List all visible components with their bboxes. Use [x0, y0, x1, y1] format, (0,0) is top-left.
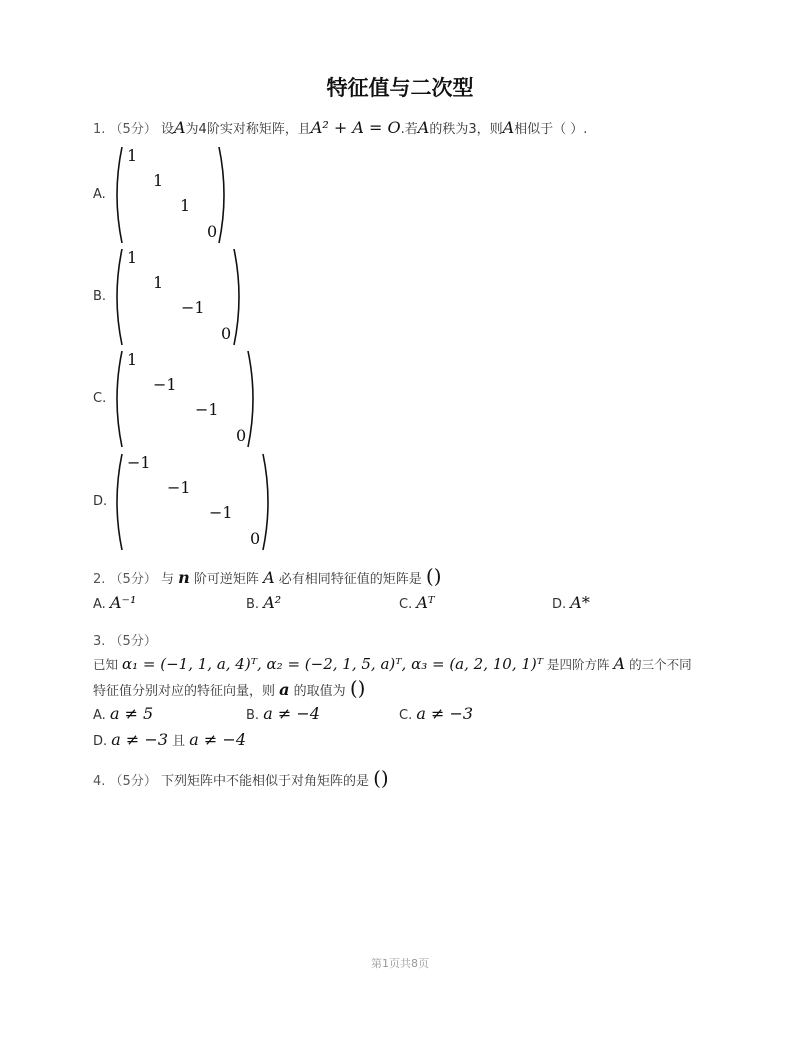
right-paren-icon [219, 147, 224, 243]
stem-text: 与 [160, 572, 174, 587]
math-var: n [178, 568, 190, 587]
matrix-entry: −1 [195, 400, 219, 419]
matrix-entry: 1 [180, 196, 191, 215]
stem-text: .若 [400, 122, 418, 137]
question-1-stem [93, 118, 587, 137]
option-label: B. [246, 708, 260, 723]
stem-text: 的秩为3，则 [429, 122, 503, 137]
question-2-stem [93, 564, 442, 588]
matrix-entry: −1 [209, 503, 233, 522]
answer-blank: () [349, 676, 366, 700]
stem-text: 为4阶实对称矩阵，且 [185, 122, 311, 137]
option-label: D. [93, 494, 108, 509]
option-c-matrix[interactable] [113, 349, 263, 453]
option-value: A² [263, 593, 282, 612]
option-label: C. [399, 597, 413, 612]
option-label: C. [93, 391, 107, 406]
option-label: B. [93, 289, 107, 304]
stem-text: 设 [160, 122, 174, 137]
q2-option-d[interactable] [552, 593, 590, 612]
matrix-svg [113, 349, 263, 449]
option-value: Aᵀ [416, 593, 435, 612]
q2-option-c[interactable] [399, 593, 435, 612]
math-var: A [173, 118, 186, 137]
question-3-line1 [93, 654, 692, 673]
option-label: A. [93, 187, 106, 202]
option-joiner: 且 [172, 734, 186, 749]
left-paren-icon [117, 454, 122, 550]
left-paren-icon [117, 351, 122, 447]
answer-blank: () [373, 766, 389, 790]
stem-text: 是四阶方阵 [547, 657, 610, 672]
math-var: A [613, 654, 626, 673]
math-var: A [263, 568, 275, 587]
q3-option-c[interactable] [399, 704, 473, 723]
math-var: A [502, 118, 515, 137]
option-label: B. [246, 597, 260, 612]
question-number: 2. [93, 572, 106, 587]
matrix-svg [113, 247, 248, 347]
question-points: （5分） [109, 572, 157, 587]
stem-text: 的取值为 [293, 684, 346, 699]
matrix-entry: 1 [127, 146, 138, 165]
option-value: A⁻¹ [109, 593, 137, 612]
right-paren-icon [263, 454, 268, 550]
matrix-entry: 0 [250, 529, 261, 548]
matrix-entry: −1 [153, 375, 177, 394]
option-label: C. [399, 708, 413, 723]
option-label: A. [93, 708, 106, 723]
q2-option-a[interactable] [93, 593, 136, 612]
stem-text: 阶可逆矩阵 [193, 572, 259, 587]
q3-option-b[interactable] [246, 704, 320, 723]
question-points: （5分） [109, 634, 157, 649]
matrix-entry: −1 [127, 453, 151, 472]
option-label: D. [93, 734, 108, 749]
matrix-svg [113, 452, 278, 552]
left-paren-icon [117, 147, 122, 243]
right-paren-icon [234, 249, 239, 345]
math-var: a [279, 680, 290, 699]
question-number: 4. [93, 774, 106, 789]
right-paren-icon [248, 351, 253, 447]
q3-option-d[interactable] [93, 730, 246, 749]
question-number: 1. [93, 122, 106, 137]
answer-blank: () [425, 564, 442, 588]
stem-text: 的三个不同 [629, 657, 692, 672]
question-4-stem [93, 766, 389, 790]
option-value: a ≠ −4 [263, 704, 320, 723]
math-vectors: α₁ = (−1, 1, a, 4)ᵀ, α₂ = (−2, 1, 5, a)ᵀ, α₃ = (a, 2, 10, 1)ᵀ [122, 655, 544, 673]
matrix-entry: −1 [181, 298, 205, 317]
stem-text: 下列矩阵中不能相似于对角矩阵的是 [160, 774, 369, 789]
stem-text: 特征值分别对应的特征向量，则 [93, 684, 276, 699]
question-points: （5分） [109, 122, 157, 137]
option-b-matrix[interactable] [113, 247, 248, 351]
matrix-entry: 1 [127, 350, 138, 369]
matrix-entry: 1 [153, 273, 164, 292]
stem-text: 必有相同特征值的矩阵是 [278, 572, 422, 587]
matrix-entry: −1 [167, 478, 191, 497]
question-number: 3. [93, 634, 106, 649]
matrix-entry: 0 [221, 324, 232, 343]
matrix-entry: 1 [127, 248, 138, 267]
option-value: a ≠ −4 [189, 730, 246, 749]
option-value: A* [570, 593, 590, 612]
question-3-line2 [93, 676, 365, 700]
option-a-matrix[interactable] [113, 145, 233, 249]
math-equation: A² + A = O [310, 118, 401, 137]
matrix-svg [113, 145, 233, 245]
option-value: a ≠ 5 [109, 704, 154, 723]
question-3-header [93, 630, 157, 649]
option-label: D. [552, 597, 567, 612]
page-title: 特征值与二次型 [326, 76, 474, 100]
page-footer: 第1页共8页 [371, 957, 429, 970]
left-paren-icon [117, 249, 122, 345]
math-var: A [417, 118, 430, 137]
option-label: A. [93, 597, 106, 612]
matrix-entry: 0 [207, 222, 218, 241]
q3-option-a[interactable] [93, 704, 153, 723]
question-points: （5分） [109, 774, 157, 789]
matrix-entry: 0 [236, 426, 247, 445]
option-value: a ≠ −3 [416, 704, 474, 723]
stem-text: 相似于（ ）. [514, 122, 588, 137]
stem-text: 已知 [93, 657, 119, 672]
option-d-matrix[interactable] [113, 452, 278, 556]
q2-option-b[interactable] [246, 593, 281, 612]
matrix-entry: 1 [153, 171, 164, 190]
option-value: a ≠ −3 [111, 730, 168, 749]
